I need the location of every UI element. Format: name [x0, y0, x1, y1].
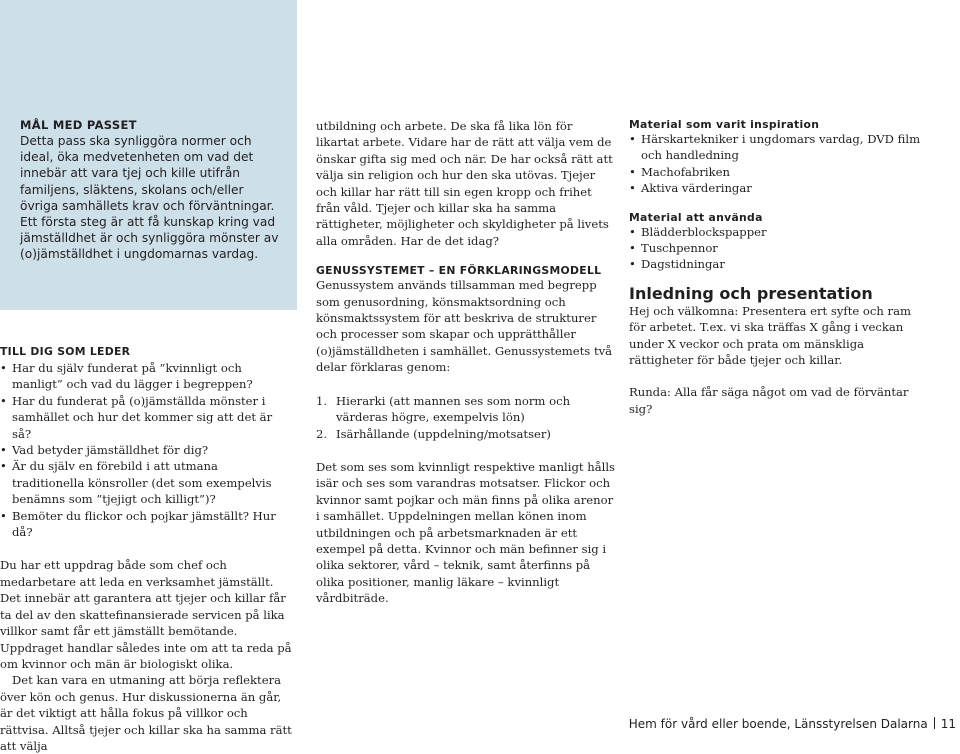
leader-paragraph-1: Du har ett uppdrag både som chef och medarbetare att leda en verksamhet jämställt. Det innebär att garantera att tjejer och killar får ta del av den skattefinansierade servicen på lika villkor samt får ett jämställt bemötande. Uppdraget handlar således inte om att ta reda på om kvinnor och män är biologiskt olika.: [0, 558, 292, 671]
genus-list: [316, 393, 616, 442]
footer-divider: [934, 717, 935, 729]
list-item: • Vad betyder jämställdhet för dig?: [0, 443, 209, 458]
middle-paragraph-2: Genussystem används tillsamman med begrepp som genusordning, könsmaktsordning och könsmaktssystem för att beskriva de strukturer och processer som skapar och upprätthåller (o)jämställdheten i samhället. Genussystemets två delar förklaras genom:: [316, 278, 613, 375]
list-item: 2. Isärhållande (uppdelning/motsatser): [316, 426, 551, 441]
bullet-icon: •: [629, 164, 636, 179]
genus-heading: GENUSSYSTEMET – EN FÖRKLARINGSMODELL: [316, 264, 602, 278]
intro-text: Hej och välkomna: Presentera ert syfte och ram för arbetet. T.ex. vi ska träffas X gång i veckan under X veckor och prata om mänskliga rättigheter för både tjejer och killar.: [629, 303, 911, 368]
bullet-icon: •: [0, 361, 7, 375]
bullet-icon: •: [629, 257, 636, 272]
list-item: 1. Hierarki (att mannen ses som norm och värderas högre, exempelvis lön): [316, 393, 571, 425]
goal-box: [0, 0, 297, 310]
list-item: • Blädderblockspapper: [629, 224, 767, 239]
materials-list: [629, 224, 929, 273]
bullet-icon: •: [0, 443, 7, 458]
bullet-icon: •: [629, 241, 636, 256]
list-item: • Har du själv funderat på ”kvinnligt och manligt” och vad du lägger i begreppen?: [0, 361, 253, 392]
bullet-icon: •: [0, 459, 7, 474]
middle-paragraph-3: Det som ses som kvinnligt respektive manligt hålls isär och ses som varandras motsatser. Flickor och kvinnor samt pojkar och män finns på olika arenor i samhället. Uppdelningen mellan könen inom utbildningen och på arbetsmarknaden är ett exempel på detta. Kvinnor och män befinner sig i olika sektorer, vård – teknik, samt återfinns på olika positioner, manlig läkare – kvinnligt vårdbiträde.: [316, 459, 615, 606]
goal-text: Detta pass ska synliggöra normer och ideal, öka medvetenheten om vad det innebär att vara tjej och kille utifrån familjens, släktens, skolans och/eller övriga samhällets krav och förväntningar. Ett första steg är att få kunskap kring vad jämställdhet är och synliggöra mönster av (o)jämställdhet i ungdomarnas vardag.: [20, 134, 279, 262]
list-item: • Aktiva värderingar: [629, 181, 752, 196]
leader-heading: TILL DIG SOM LEDER: [0, 345, 131, 358]
inspiration-heading: Material som varit inspiration: [629, 118, 820, 131]
leader-section: [0, 345, 292, 754]
list-item: • Tuschpennor: [629, 241, 718, 256]
bullet-icon: •: [629, 132, 636, 146]
bullet-icon: •: [0, 508, 7, 523]
list-item: • Härskartekniker i ungdomars vardag, DVD film och handledning: [629, 132, 921, 163]
bullet-icon: •: [629, 181, 636, 196]
footer-title: Hem för vård eller boende, Länsstyrelsen Dalarna: [628, 717, 928, 731]
leader-paragraph-2: Det kan vara en utmaning att börja reflektera över kön och genus. Hur diskussionerna än går, är det viktigt att hålla fokus på villkor och rättvisa. Alltså tjejer och killar ska ha samma rätt att välja: [0, 673, 292, 753]
list-item: • Dagstidningar: [629, 257, 725, 272]
list-item: • Bemöter du flickor och pojkar jämställt? Hur då?: [0, 508, 276, 540]
list-item: • Machofabriken: [629, 164, 730, 179]
list-item: • Är du själv en förebild i att utmana traditionella könsroller (det som exempelvis benämns som ”tjejigt och killigt”)?: [0, 459, 272, 507]
inspiration-list: [629, 131, 929, 197]
page-number: 11: [940, 717, 956, 731]
goal-heading: MÅL MED PASSET: [20, 118, 137, 132]
middle-paragraph-1: utbildning och arbete. De ska få lika lön för likartat arbete. Vidare har de rätt att välja vem de önskar gifta sig med och när. De har också rätt att välja sin religion och hur den ska utövas. Tjejer och killar har rätt till sin egen kropp och frihet från våld. Tjejer och killar ska ha samma rättigheter, möjligheter och skyldigheter på livets alla områden. Har de det idag?: [316, 119, 613, 248]
round-text: Runda: Alla får säga något om vad de förväntar sig?: [629, 385, 909, 416]
intro-heading: Inledning och presentation: [629, 283, 873, 303]
list-item: • Har du funderat på (o)jämställda mönster i samhället och hur det kommer sig att det är så?: [0, 393, 273, 441]
footer: [629, 717, 956, 731]
bullet-icon: •: [629, 224, 636, 239]
leader-questions: [0, 360, 292, 540]
bullet-icon: •: [0, 393, 7, 408]
materials-heading: Material att använda: [629, 210, 763, 224]
